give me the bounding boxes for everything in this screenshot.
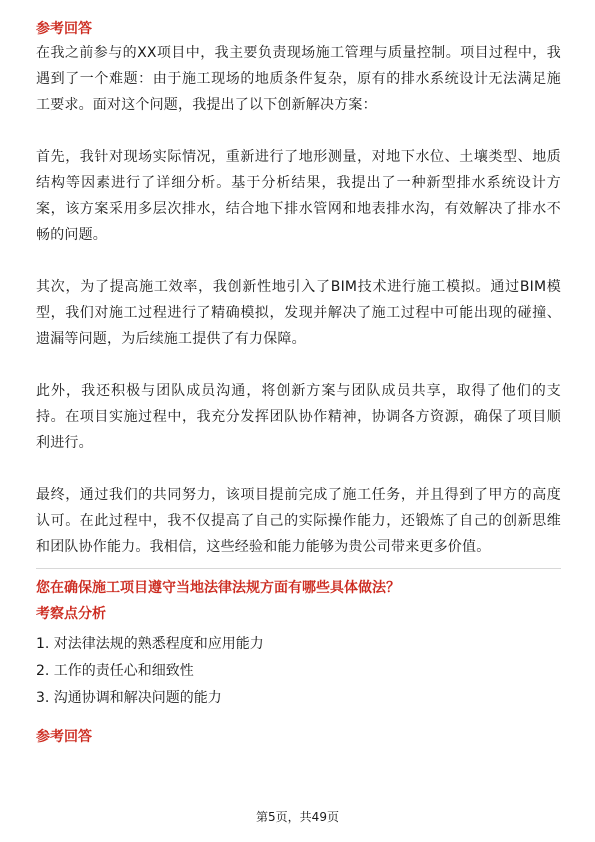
list-item: 1. 对法律法规的熟悉程度和应用能力 bbox=[36, 636, 264, 652]
list-item: 2. 工作的责任心和细致性 bbox=[36, 663, 194, 679]
answer-paragraph: 首先，我针对现场实际情况，重新进行了地形测量，对地下水位、土壤类型、地质结构等因素进行了详细分析。基于分析结果，我提出了一种新型排水系统设计方案，该方案采用多层次排水，结合地下排水管网和地表排水沟，有效解决了排水不畅的问题。 bbox=[36, 149, 561, 243]
analysis-points-list bbox=[36, 631, 561, 712]
answer-heading: 参考回答 bbox=[36, 21, 92, 37]
answer-paragraph: 其次，为了提高施工效率，我创新性地引入了BIM技术进行施工模拟。通过BIM模型，我们对施工过程进行了精确模拟，发现并解决了施工过程中可能出现的碰撞、遗漏等问题，为后续施工提供了有力保障。 bbox=[36, 279, 561, 347]
answer-paragraph: 此外，我还积极与团队成员沟通，将创新方案与团队成员共享，取得了他们的支持。在项目实施过程中，我充分发挥团队协作精神，协调各方资源，确保了项目顺利进行。 bbox=[36, 383, 561, 451]
list-item: 3. 沟通协调和解决问题的能力 bbox=[36, 690, 222, 706]
analysis-heading: 考察点分析 bbox=[36, 606, 106, 622]
answer-paragraph: 在我之前参与的XX项目中，我主要负责现场施工管理与质量控制。项目过程中，我遇到了一个难题：由于施工现场的地质条件复杂，原有的排水系统设计无法满足施工要求。面对这个问题，我提出了以下创新解决方案： bbox=[36, 45, 561, 113]
section-divider bbox=[36, 568, 561, 569]
answer-heading: 参考回答 bbox=[36, 729, 92, 745]
document-page bbox=[36, 18, 561, 748]
question-title: 您在确保施工项目遵守当地法律法规方面有哪些具体做法？ bbox=[36, 580, 400, 596]
page-number-footer: 第5页，共49页 bbox=[256, 810, 339, 824]
answer-paragraph: 最终，通过我们的共同努力，该项目提前完成了施工任务，并且得到了甲方的高度认可。在此过程中，我不仅提高了自己的实际操作能力，还锻炼了自己的创新思维和团队协作能力。我相信，这些经验和能力能够为贵公司带来更多价值。 bbox=[36, 487, 561, 555]
